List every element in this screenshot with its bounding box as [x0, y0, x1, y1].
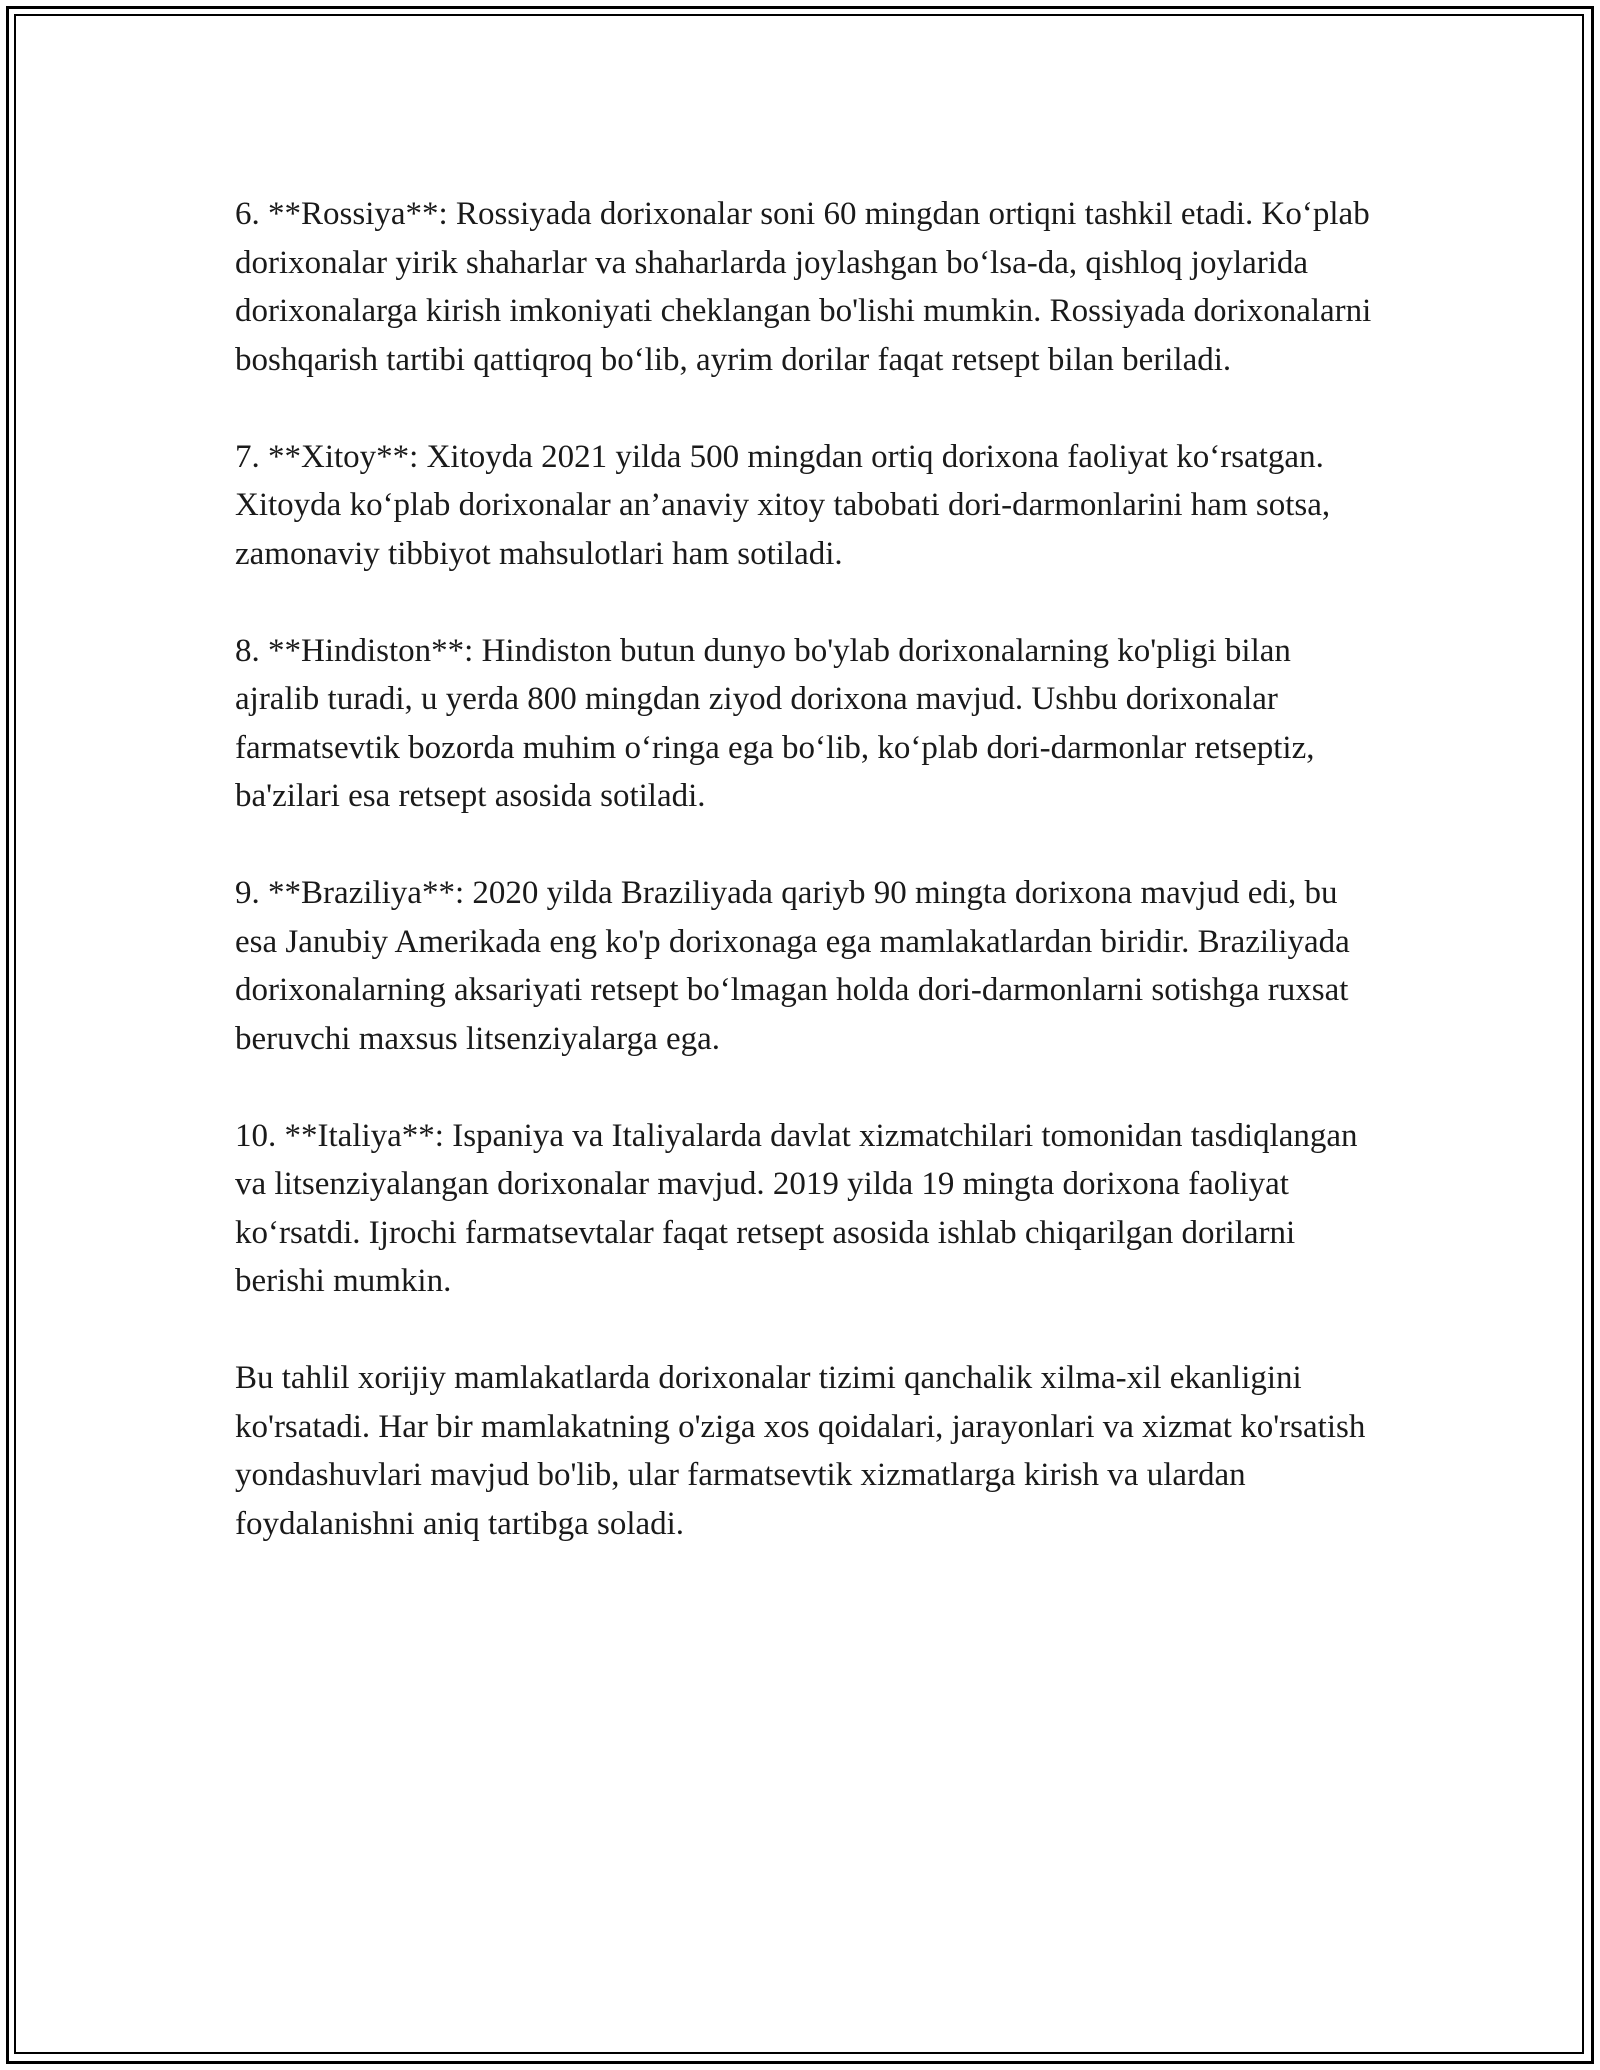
- paragraph-braziliya: 9. **Braziliya**: 2020 yilda Braziliyada qariyb 90 mingta dorixona mavjud edi, bu esa Janubiy Amerikada eng ko'p dorixonaga ega mamlakatlardan biridir. Braziliyada dorixonalarning aksariyati retsept bo‘lmagan holda dori-darmonlarni sotishga ruxsat beruvchi maxsus litsenziyalarga ega.: [235, 875, 1350, 1057]
- paragraph-conclusion: Bu tahlil xorijiy mamlakatlarda dorixonalar tizimi qanchalik xilma-xil ekanligini ko'rsatadi. Har bir mamlakatning o'ziga xos qoidalari, jarayonlari va xizmat ko'rsatish yondashuvlari mavjud bo'lib, ular farmatsevtik xizmatlarga kirish va ulardan foydalanishni aniq tartibga soladi.: [235, 1360, 1366, 1542]
- paragraph-italiya: 10. **Italiya**: Ispaniya va Italiyalarda davlat xizmatchilari tomonidan tasdiqlangan va litsenziyalangan dorixonalar mavjud. 2019 yilda 19 mingta dorixona faoliyat ko‘rsatdi. Ijrochi farmatsevtalar faqat retsept asosida ishlab chiqarilgan dorilarni berishi mumkin.: [235, 1117, 1358, 1299]
- paragraph-xitoy: 7. **Xitoy**: Xitoyda 2021 yilda 500 mingdan ortiq dorixona faoliyat ko‘rsatgan. Xitoyda ko‘plab dorixonalar an’anaviy xitoy tabobati dori-darmonlarini ham sotsa, zamonaviy tibbiyot mahsulotlari ham sotiladi.: [235, 438, 1331, 572]
- paragraph-rossiya: 6. **Rossiya**: Rossiyada dorixonalar soni 60 mingdan ortiqni tashkil etadi. Ko‘plab dorixonalar yirik shaharlar va shaharlarda joylashgan bo‘lsa-da, qishloq joylarida dorixonalarga kirish imkoniyati cheklangan bo'lishi mumkin. Rossiyada dorixonalarni boshqarish tartibi qattiqroq bo‘lib, ayrim dorilar faqat retsept bilan beriladi.: [235, 196, 1372, 378]
- paragraph-hindiston: 8. **Hindiston**: Hindiston butun dunyo bo'ylab dorixonalarning ko'pligi bilan ajralib turadi, u yerda 800 mingdan ziyod dorixona mavjud. Ushbu dorixonalar farmatsevtik bozorda muhim o‘ringa ega bo‘lib, ko‘plab dori-darmonlar retseptiz, ba'zilari esa retsept asosida sotiladi.: [235, 632, 1315, 814]
- document-body: [235, 190, 1375, 1597]
